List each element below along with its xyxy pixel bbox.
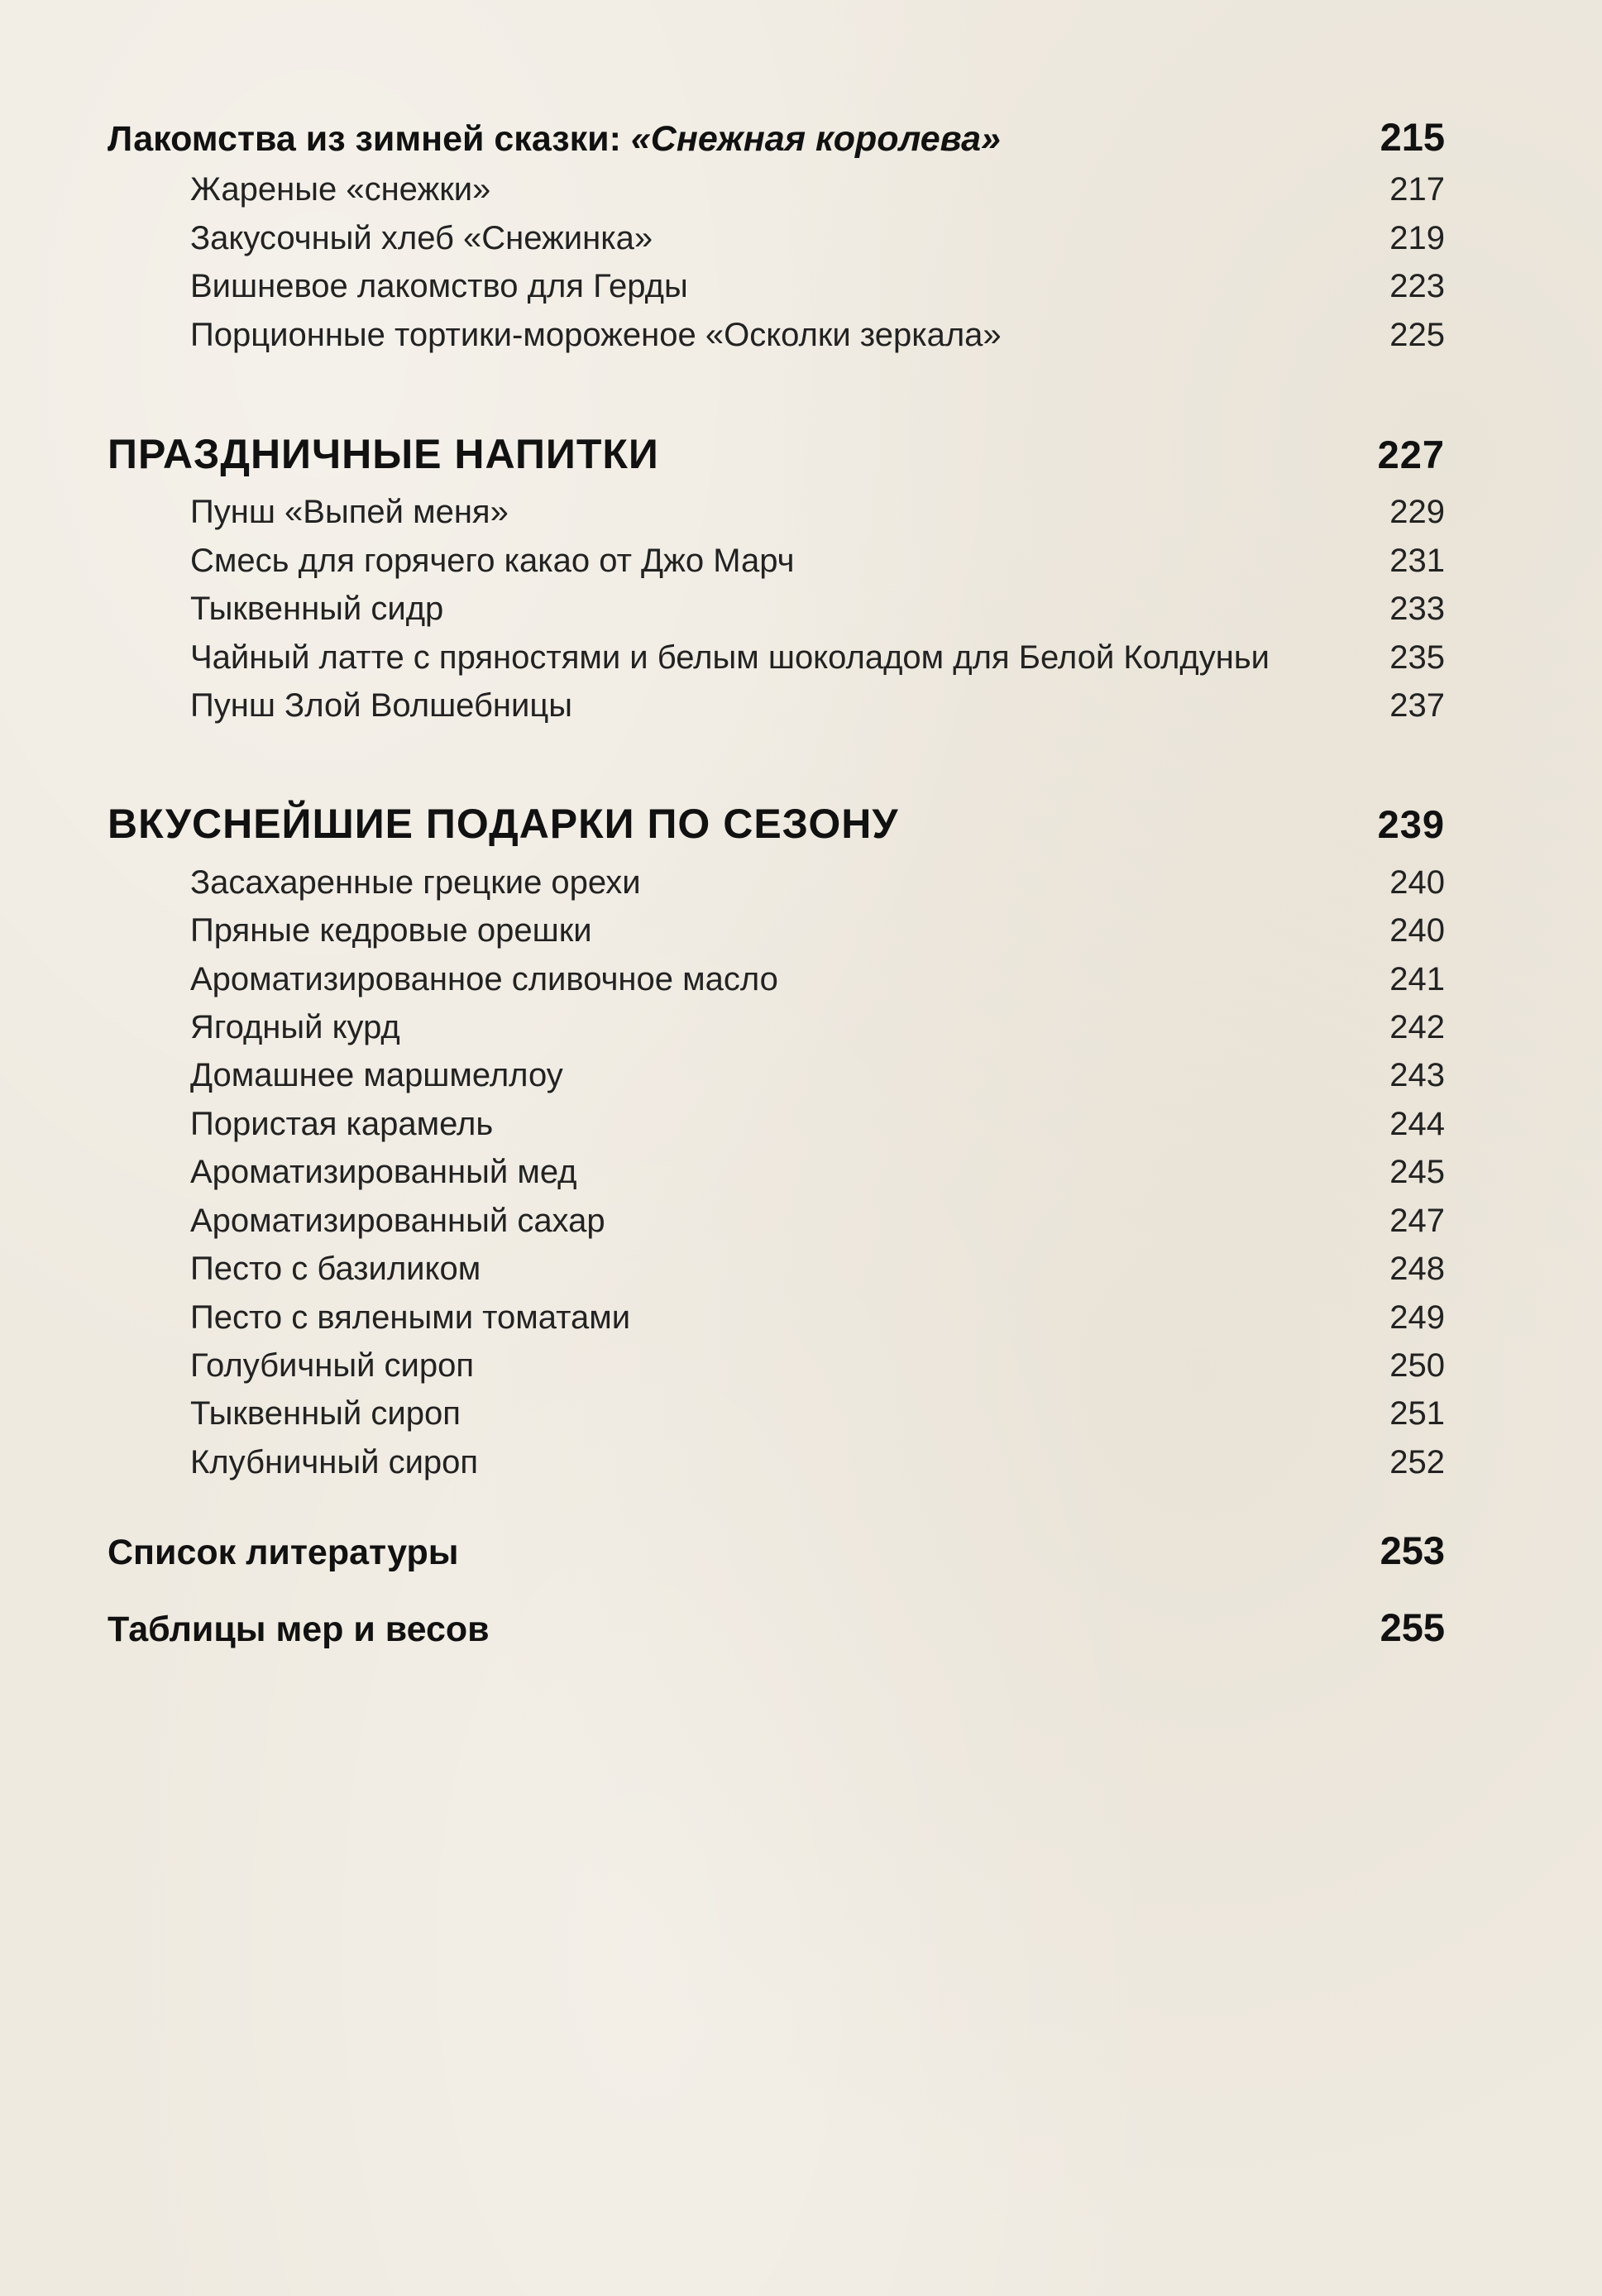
- toc-item[interactable]: [190, 912, 1445, 960]
- toc-item-title: Пунш «Выпей меня»: [190, 494, 509, 530]
- chapter-title: Таблицы мер и весов: [108, 1610, 490, 1649]
- chapter-page-number: 215: [1380, 115, 1445, 159]
- toc-item-page: 241: [1389, 961, 1445, 997]
- toc-item[interactable]: [190, 864, 1445, 912]
- toc-item-title: Засахаренные грецкие орехи: [190, 864, 641, 901]
- toc-item-page: 242: [1389, 1009, 1445, 1045]
- toc-item-page: 217: [1389, 171, 1445, 208]
- toc-item[interactable]: [190, 543, 1445, 591]
- toc-item-title: Тыквенный сироп: [190, 1395, 461, 1432]
- toc-chapter-seasonal-gifts[interactable]: [108, 800, 1445, 848]
- toc-item-page: 233: [1389, 591, 1445, 627]
- toc-item-title: Клубничный сироп: [190, 1444, 479, 1480]
- toc-item-title: Порционные тортики-мороженое «Осколки зеркала»: [190, 317, 1002, 353]
- toc-item[interactable]: [190, 591, 1445, 639]
- chapter-page-number: 239: [1377, 802, 1445, 846]
- toc-item-page: 237: [1389, 687, 1445, 724]
- toc-item-page: 231: [1389, 543, 1445, 579]
- toc-item-title: Пунш Злой Волшебницы: [190, 687, 572, 724]
- toc-item[interactable]: [190, 639, 1445, 687]
- toc-item-page: 240: [1389, 912, 1445, 949]
- toc-item-title: Вишневое лакомство для Герды: [190, 268, 688, 304]
- chapter-page-number: 253: [1380, 1528, 1445, 1572]
- toc-item-page: 249: [1389, 1299, 1445, 1336]
- toc-item-title: Пряные кедровые орешки: [190, 912, 592, 949]
- toc-item[interactable]: [190, 1395, 1445, 1443]
- toc-item-page: 240: [1389, 864, 1445, 901]
- toc-item[interactable]: [190, 1203, 1445, 1251]
- toc-item-title: Песто с базиликом: [190, 1251, 481, 1287]
- toc-item-page: 244: [1389, 1106, 1445, 1142]
- toc-item-page: 252: [1389, 1444, 1445, 1480]
- toc-item-page: 248: [1389, 1251, 1445, 1287]
- toc-item-title: Ароматизированное сливочное масло: [190, 961, 778, 997]
- toc-item[interactable]: [190, 317, 1445, 365]
- chapter-title: ВКУСНЕЙШИЕ ПОДАРКИ ПО СЕЗОНУ: [108, 801, 899, 847]
- toc-item-title: Песто с вялеными томатами: [190, 1299, 631, 1336]
- toc-item-title: Жареные «снежки»: [190, 171, 491, 208]
- toc-item[interactable]: [190, 171, 1445, 219]
- chapter-page-number: 227: [1377, 433, 1445, 476]
- toc-item-title: Домашнее маршмеллоу: [190, 1057, 563, 1093]
- toc-item-title: Пористая карамель: [190, 1106, 494, 1142]
- chapter-title: ПРАЗДНИЧНЫЕ НАПИТКИ: [108, 431, 659, 477]
- toc-item-title: Ароматизированный сахар: [190, 1203, 605, 1239]
- toc-item-title: Тыквенный сидр: [190, 591, 444, 627]
- toc-item[interactable]: [190, 1251, 1445, 1299]
- toc-chapter-measures-tables[interactable]: [108, 1605, 1445, 1653]
- chapter-page-number: 255: [1380, 1605, 1445, 1649]
- toc-item-title: Ароматизированный мед: [190, 1154, 577, 1190]
- toc-item[interactable]: [190, 1057, 1445, 1105]
- toc-item[interactable]: [190, 687, 1445, 735]
- chapter-title-italic: «Снежная королева»: [630, 119, 1001, 159]
- toc-chapter-holiday-drinks[interactable]: [108, 430, 1445, 478]
- toc-item-title: Чайный латте с пряностями и белым шоколадом для Белой Колдуньи: [190, 639, 1270, 676]
- toc-item[interactable]: [190, 961, 1445, 1009]
- chapter-title: Список литературы: [108, 1533, 459, 1572]
- toc-item-title: Закусочный хлеб «Снежинка»: [190, 220, 653, 256]
- toc-item-page: 243: [1389, 1057, 1445, 1093]
- toc-item-page: 229: [1389, 494, 1445, 530]
- toc-item[interactable]: [190, 1299, 1445, 1347]
- toc-item-page: 225: [1389, 317, 1445, 353]
- toc-item-page: 223: [1389, 268, 1445, 304]
- toc-item[interactable]: [190, 1009, 1445, 1057]
- toc-item-page: 247: [1389, 1203, 1445, 1239]
- toc-item[interactable]: [190, 1106, 1445, 1154]
- toc-item[interactable]: [190, 494, 1445, 542]
- toc-chapter-snow-queen[interactable]: [108, 114, 1445, 162]
- toc-item-page: 250: [1389, 1347, 1445, 1384]
- chapter-title: [108, 119, 1001, 160]
- chapter-title-prefix: Лакомства из зимней сказки:: [108, 119, 631, 159]
- toc-item-title: Ягодный курд: [190, 1009, 400, 1045]
- toc-item-page: 251: [1389, 1395, 1445, 1432]
- toc-item[interactable]: [190, 268, 1445, 316]
- toc-item-page: 219: [1389, 220, 1445, 256]
- toc-item-title: Голубичный сироп: [190, 1347, 475, 1384]
- toc-item-title: Смесь для горячего какао от Джо Марч: [190, 543, 795, 579]
- toc-item[interactable]: [190, 220, 1445, 268]
- toc-chapter-bibliography[interactable]: [108, 1528, 1445, 1576]
- toc-item[interactable]: [190, 1347, 1445, 1395]
- toc-item-page: 245: [1389, 1154, 1445, 1190]
- toc-item[interactable]: [190, 1154, 1445, 1202]
- toc-item[interactable]: [190, 1444, 1445, 1492]
- toc-item-page: 235: [1389, 639, 1445, 676]
